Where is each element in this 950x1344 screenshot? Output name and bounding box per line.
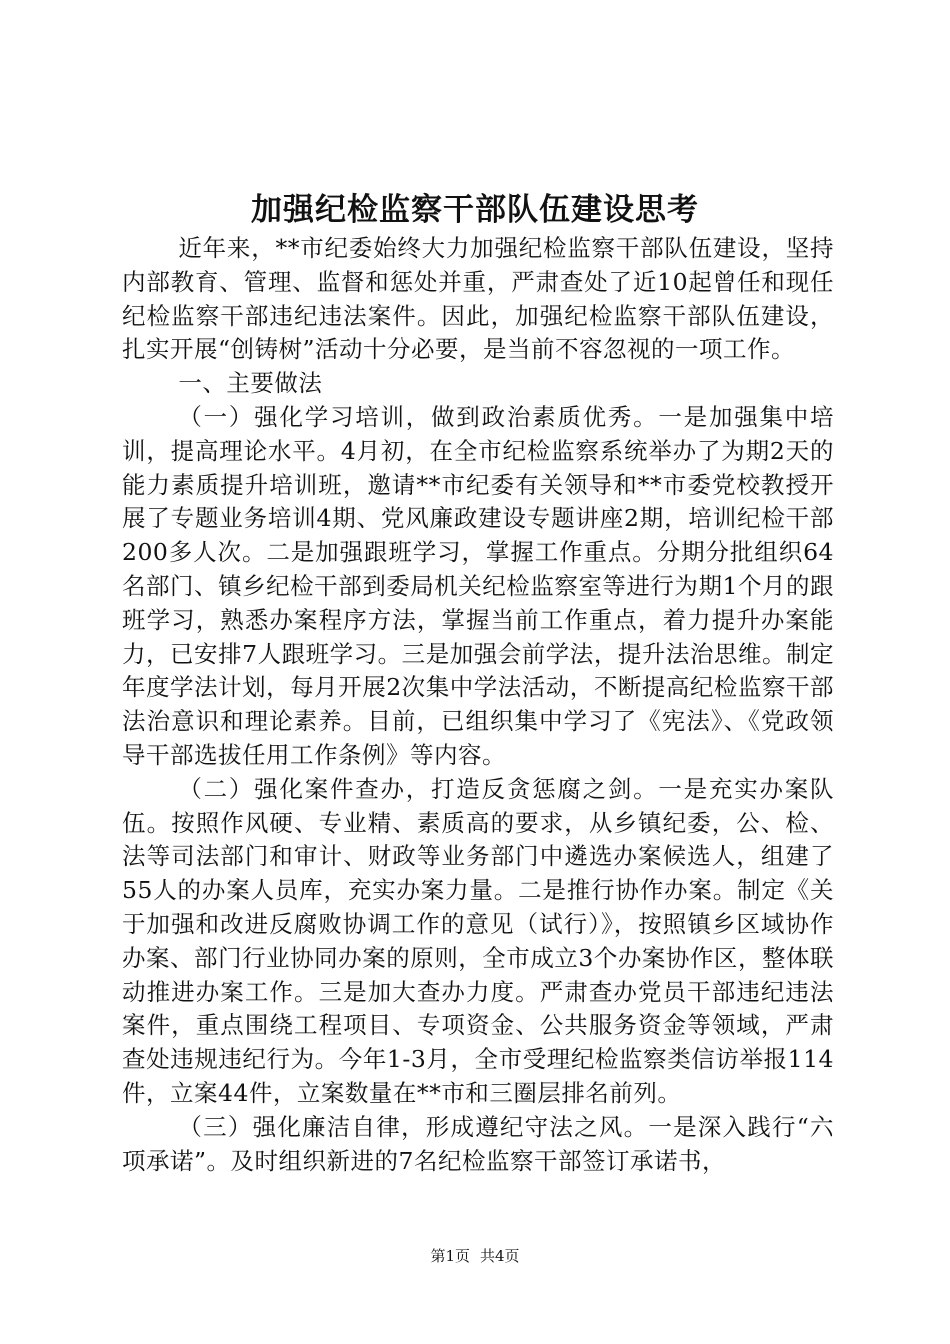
page-footer [0, 1246, 950, 1266]
body-paragraph: （三）强化廉洁自律，形成遵纪守法之风。一是深入践行“六项承诺”。及时组织新进的7名纪检监察干部签订承诺书， [122, 1112, 834, 1175]
document-title: 加强纪检监察干部队伍建设思考 [251, 192, 699, 228]
page-total: 共4页 [480, 1247, 520, 1265]
page-number: 第1页 [430, 1247, 470, 1265]
section-heading: 一、主要做法 [178, 369, 323, 398]
intro-paragraph: 近年来，**市纪委始终大力加强纪检监察干部队伍建设，坚持内部教育、管理、监督和惩处并重，严肃查处了近10起曾任和现任纪检监察干部违纪违法案件。因此，加强纪检监察干部队伍建设，扎实开展“创铸树”活动十分必要，是当前不容忽视的一项工作。 [122, 234, 834, 364]
body-paragraph: （二）强化案件查办，打造反贪惩腐之剑。一是充实办案队伍。按照作风硬、专业精、素质高的要求，从乡镇纪委，公、检、法等司法部门和审计、财政等业务部门中遴选办案候选人，组建了55人的办案人员库，充实办案力量。二是推行协作办案。制定《关于加强和改进反腐败协调工作的意见（试行）》，按照镇乡区域协作办案、部门行业协同办案的原则，全市成立3个办案协作区，整体联动推进办案工作。三是加大查办力度。严肃查办党员干部违纪违法案件，重点围绕工程项目、专项资金、公共服务资金等领域，严肃查处违规违纪行为。今年1-3月，全市受理纪检监察类信访举报114件，立案44件，立案数量在**市和三圈层排名前列。 [122, 774, 834, 1107]
body-paragraph: （一）强化学习培训，做到政治素质优秀。一是加强集中培训，提高理论水平。4月初，在全市纪检监察系统举办了为期2天的能力素质提升培训班，邀请**市纪委有关领导和**市委党校教授开展了专题业务培训4期、党风廉政建设专题讲座2期，培训纪检干部200多人次。二是加强跟班学习，掌握工作重点。分期分批组织64名部门、镇乡纪检干部到委局机关纪检监察室等进行为期1个月的跟班学习，熟悉办案程序方法，掌握当前工作重点，着力提升办案能力，已安排7人跟班学习。三是加强会前学法，提升法治思维。制定年度学法计划，每月开展2次集中学法活动，不断提高纪检监察干部法治意识和理论素养。目前，已组织集中学习了《宪法》、《党政领导干部选拔任用工作条例》等内容。 [122, 402, 834, 769]
document-body [122, 232, 834, 1178]
